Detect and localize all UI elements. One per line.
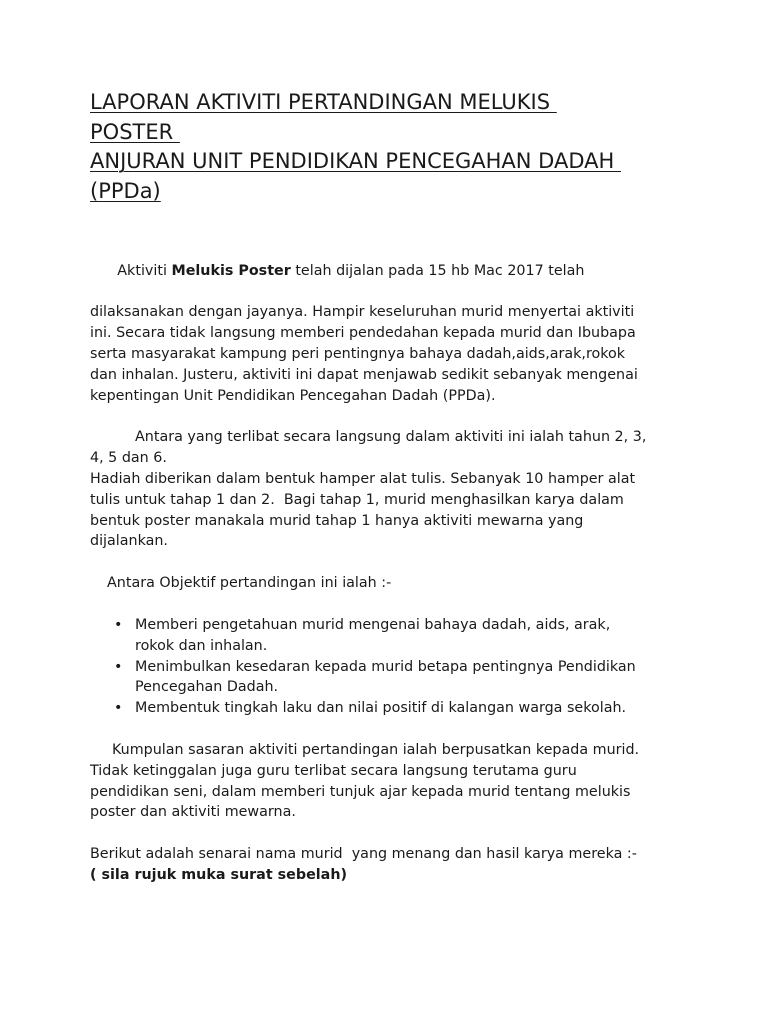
objective-line: Menimbulkan kesedaran kepada murid betapa pentingnya Pendidikan [135, 658, 636, 675]
target-line: Kumpulan sasaran aktiviti pertandingan ialah berpusatkan kepada murid. [112, 741, 640, 758]
document-title [90, 88, 690, 206]
objectives-intro: Antara Objektif pertandingan ini ialah :- [107, 575, 392, 592]
prizes-line: Hadiah diberikan dalam bentuk hamper alat tulis. Sebanyak 10 hamper alat [90, 470, 636, 487]
intro-line: ini. Secara tidak langsung memberi pendedahan kepada murid dan Ibubapa [90, 325, 636, 342]
objective-line: rokok dan inhalan. [135, 637, 268, 654]
activity-name-bold: Melukis Poster [171, 262, 291, 279]
closing-note-bold: ( sila rujuk muka surat sebelah) [90, 866, 348, 883]
objective-line: Pencegahan Dadah. [135, 679, 279, 696]
intro-line: telah dijalan pada 15 hb Mac 2017 telah [290, 262, 585, 279]
objective-item [90, 698, 690, 719]
objective-item [90, 615, 690, 657]
prizes-line: tulis untuk tahap 1 dan 2. Bagi tahap 1, murid menghasilkan karya dalam [90, 491, 624, 508]
prizes-line: dijalankan. [90, 533, 168, 550]
paragraph-intro [90, 240, 690, 406]
title-line: POSTER [90, 119, 180, 144]
intro-line: kepentingan Unit Pendidikan Pencegahan Dadah (PPDa). [90, 387, 496, 404]
objectives-list [90, 615, 690, 719]
objective-line: Memberi pengetahuan murid mengenai bahaya dadah, aids, arak, [135, 616, 611, 633]
intro-line: serta masyarakat kampung peri pentingnya bahaya dadah,aids,arak,rokok [90, 345, 626, 362]
intro-line: dan inhalan. Justeru, aktiviti ini dapat menjawab sedikit sebanyak mengenai [90, 366, 638, 383]
target-line: Tidak ketinggalan juga guru terlibat secara langsung terutama guru [90, 762, 577, 779]
bullet-icon: • [114, 658, 123, 675]
participants-line: 4, 5 dan 6. [90, 450, 167, 467]
target-line: poster dan aktiviti mewarna. [90, 804, 296, 821]
objective-item [90, 657, 690, 699]
title-line: ANJURAN UNIT PENDIDIKAN PENCEGAHAN DADAH [90, 149, 621, 173]
closing-line: Berikut adalah senarai nama murid yang menang dan hasil karya mereka :- [90, 846, 637, 863]
bullet-icon: • [114, 616, 123, 633]
objective-line: Membentuk tingkah laku dan nilai positif di kalangan warga sekolah. [135, 700, 627, 717]
paragraph-participants [90, 427, 690, 552]
intro-line: dilaksanakan dengan jayanya. Hampir keseluruhan murid menyertai aktiviti [90, 304, 635, 321]
title-line: LAPORAN AKTIVITI PERTANDINGAN MELUKIS [90, 90, 557, 114]
intro-prefix: Aktiviti [117, 262, 172, 279]
document-page [90, 88, 690, 886]
title-line: (PPDa) [90, 178, 161, 203]
paragraph-target-group [90, 740, 690, 823]
prizes-line: bentuk poster manakala murid tahap 1 hanya aktiviti mewarna yang [90, 512, 584, 529]
target-line: pendidikan seni, dalam memberi tunjuk ajar kepada murid tentang melukis [90, 783, 631, 800]
bullet-icon: • [114, 700, 123, 717]
participants-line: Antara yang terlibat secara langsung dalam aktiviti ini ialah tahun 2, 3, [135, 429, 647, 446]
